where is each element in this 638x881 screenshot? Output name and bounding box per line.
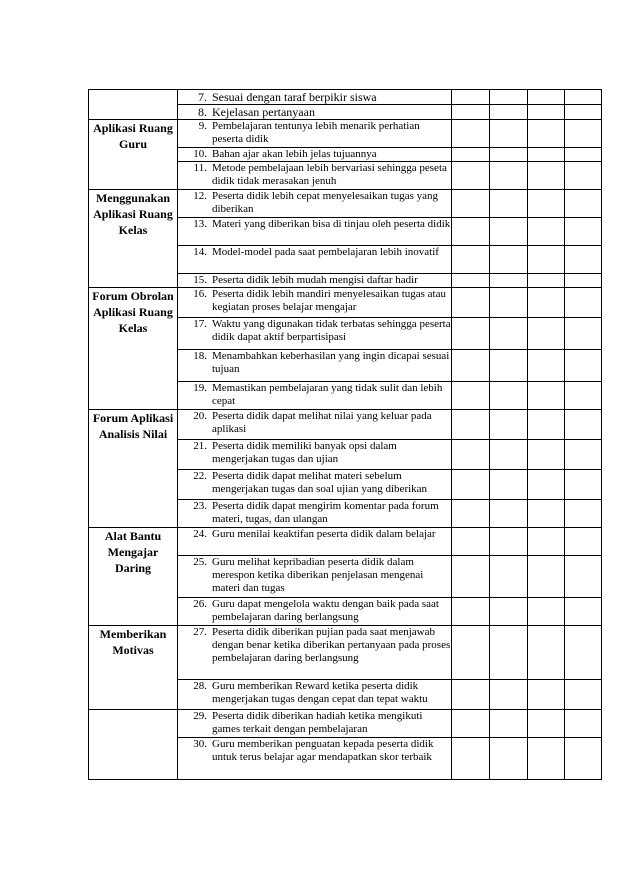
rating-cell[interactable] bbox=[565, 90, 602, 105]
statement-text: Peserta didik lebih mudah mengisi daftar hadir bbox=[212, 274, 418, 286]
rating-cell[interactable] bbox=[490, 738, 528, 780]
rating-cell[interactable] bbox=[565, 738, 602, 780]
rating-cell[interactable] bbox=[490, 90, 528, 105]
rating-cell[interactable] bbox=[528, 470, 565, 500]
category-cell: Aplikasi Ruang Guru bbox=[89, 120, 178, 190]
questionnaire-body bbox=[89, 90, 602, 780]
rating-cell[interactable] bbox=[528, 680, 565, 710]
rating-cell[interactable] bbox=[565, 470, 602, 500]
rating-cell[interactable] bbox=[565, 626, 602, 680]
rating-cell[interactable] bbox=[528, 318, 565, 350]
rating-cell[interactable] bbox=[565, 528, 602, 556]
rating-cell[interactable] bbox=[490, 382, 528, 410]
rating-cell[interactable] bbox=[452, 318, 490, 350]
rating-cell[interactable] bbox=[565, 382, 602, 410]
rating-cell[interactable] bbox=[490, 246, 528, 274]
table-row bbox=[89, 120, 602, 148]
rating-cell[interactable] bbox=[452, 120, 490, 148]
rating-cell[interactable] bbox=[490, 680, 528, 710]
statement-text: Materi yang diberikan bisa di tinjau oleh peserta didik bbox=[212, 218, 451, 230]
rating-cell[interactable] bbox=[452, 598, 490, 626]
category-cell bbox=[89, 710, 178, 780]
table-row bbox=[89, 528, 602, 556]
rating-cell[interactable] bbox=[565, 318, 602, 350]
statement-cell bbox=[178, 350, 452, 382]
rating-cell[interactable] bbox=[565, 440, 602, 470]
statement-text: Peserta didik lebih cepat menyelesaikan tugas yang diberikan bbox=[212, 190, 439, 215]
rating-cell[interactable] bbox=[490, 318, 528, 350]
statement-number: 26. bbox=[193, 598, 207, 610]
rating-cell[interactable] bbox=[528, 440, 565, 470]
rating-cell[interactable] bbox=[565, 274, 602, 288]
rating-cell[interactable] bbox=[565, 218, 602, 246]
rating-cell[interactable] bbox=[490, 528, 528, 556]
statement-number: 17. bbox=[193, 318, 207, 330]
rating-cell[interactable] bbox=[528, 626, 565, 680]
statement-number: 14. bbox=[193, 246, 207, 258]
statement-number: 24. bbox=[193, 528, 207, 540]
table-row bbox=[89, 190, 602, 218]
category-cell: Menggunakan Aplikasi Ruang Kelas bbox=[89, 190, 178, 288]
statement-text: Peserta didik dapat melihat nilai yang keluar pada aplikasi bbox=[212, 410, 432, 435]
rating-cell[interactable] bbox=[452, 680, 490, 710]
rating-cell[interactable] bbox=[452, 148, 490, 162]
statement-text: Guru memberikan penguatan kepada peserta didik untuk terus belajar agar mendapatkan skor terbaik bbox=[212, 738, 434, 763]
statement-text: Peserta didik diberikan hadiah ketika mengikuti games terkait dengan pembelajaran bbox=[212, 710, 423, 735]
rating-cell[interactable] bbox=[528, 148, 565, 162]
statement-cell bbox=[178, 440, 452, 470]
statement-cell bbox=[178, 218, 452, 246]
statement-number: 20. bbox=[193, 410, 207, 422]
rating-cell[interactable] bbox=[452, 626, 490, 680]
statement-text: Metode pembelajaan lebih bervariasi sehingga peseta didik tidak merasakan jenuh bbox=[212, 162, 447, 187]
statement-cell bbox=[178, 318, 452, 350]
rating-cell[interactable] bbox=[565, 162, 602, 190]
statement-text: Kejelasan pertanyaan bbox=[212, 105, 315, 119]
statement-text: Sesuai dengan taraf berpikir siswa bbox=[212, 90, 377, 104]
rating-cell[interactable] bbox=[490, 148, 528, 162]
rating-cell[interactable] bbox=[528, 190, 565, 218]
statement-number: 25. bbox=[193, 556, 207, 568]
statement-number: 29. bbox=[193, 710, 207, 722]
rating-cell[interactable] bbox=[452, 410, 490, 440]
statement-text: Peserta didik lebih mandiri menyelesaikan tugas atau kegiatan proses belajar mengajar bbox=[212, 288, 446, 313]
rating-cell[interactable] bbox=[452, 500, 490, 528]
statement-text: Pembelajaran tentunya lebih menarik perhatian peserta didik bbox=[212, 120, 420, 145]
category-cell: Alat Bantu Mengajar Daring bbox=[89, 528, 178, 626]
statement-number: 28. bbox=[193, 680, 207, 692]
statement-cell bbox=[178, 410, 452, 440]
statement-cell bbox=[178, 90, 452, 105]
table-row bbox=[89, 626, 602, 680]
rating-cell[interactable] bbox=[490, 598, 528, 626]
rating-cell[interactable] bbox=[452, 190, 490, 218]
statement-cell bbox=[178, 626, 452, 680]
rating-cell[interactable] bbox=[490, 218, 528, 246]
rating-cell[interactable] bbox=[528, 105, 565, 120]
rating-cell[interactable] bbox=[490, 105, 528, 120]
rating-cell[interactable] bbox=[490, 626, 528, 680]
statement-cell bbox=[178, 274, 452, 288]
statement-cell bbox=[178, 105, 452, 120]
rating-cell[interactable] bbox=[528, 738, 565, 780]
statement-cell bbox=[178, 710, 452, 738]
rating-cell[interactable] bbox=[565, 190, 602, 218]
statement-text: Bahan ajar akan lebih jelas tujuannya bbox=[212, 148, 377, 160]
rating-cell[interactable] bbox=[565, 710, 602, 738]
rating-cell[interactable] bbox=[565, 556, 602, 598]
rating-cell[interactable] bbox=[565, 288, 602, 318]
rating-cell[interactable] bbox=[490, 120, 528, 148]
table-row bbox=[89, 710, 602, 738]
statement-number: 7. bbox=[198, 90, 207, 104]
statement-cell bbox=[178, 556, 452, 598]
statement-text: Peserta didik dapat melihat materi sebelum mengerjakan tugas dan soal ujian yang diberikan bbox=[212, 470, 428, 495]
rating-cell[interactable] bbox=[528, 710, 565, 738]
statement-number: 15. bbox=[193, 274, 207, 286]
rating-cell[interactable] bbox=[452, 350, 490, 382]
category-cell: Memberikan Motivas bbox=[89, 626, 178, 710]
rating-cell[interactable] bbox=[452, 738, 490, 780]
rating-cell[interactable] bbox=[490, 274, 528, 288]
statement-cell bbox=[178, 120, 452, 148]
table-row bbox=[89, 90, 602, 105]
rating-cell[interactable] bbox=[490, 500, 528, 528]
statement-number: 21. bbox=[193, 440, 207, 452]
statement-text: Peserta didik diberikan pujian pada saat menjawab dengan benar ketika diberikan pertanyaan pada proses pembelajaran daring berlangsung bbox=[212, 626, 451, 664]
statement-text: Peserta didik memiliki banyak opsi dalam mengerjakan tugas dan ujian bbox=[212, 440, 397, 465]
statement-number: 9. bbox=[198, 120, 207, 132]
rating-cell[interactable] bbox=[565, 598, 602, 626]
rating-cell[interactable] bbox=[565, 350, 602, 382]
category-cell: Forum Aplikasi Analisis Nilai bbox=[89, 410, 178, 528]
rating-cell[interactable] bbox=[490, 440, 528, 470]
rating-cell[interactable] bbox=[452, 288, 490, 318]
statement-cell bbox=[178, 470, 452, 500]
rating-cell[interactable] bbox=[528, 162, 565, 190]
statement-number: 8. bbox=[198, 105, 207, 119]
rating-cell[interactable] bbox=[565, 410, 602, 440]
category-cell: Forum Obrolan Aplikasi Ruang Kelas bbox=[89, 288, 178, 410]
statement-number: 19. bbox=[193, 382, 207, 394]
rating-cell[interactable] bbox=[452, 440, 490, 470]
statement-cell bbox=[178, 598, 452, 626]
rating-cell[interactable] bbox=[452, 246, 490, 274]
rating-cell[interactable] bbox=[528, 382, 565, 410]
statement-text: Model-model pada saat pembelajaran lebih inovatif bbox=[212, 246, 439, 258]
rating-cell[interactable] bbox=[528, 556, 565, 598]
statement-text: Guru dapat mengelola waktu dengan baik pada saat pembelajaran daring berlangsung bbox=[212, 598, 439, 623]
statement-number: 18. bbox=[193, 350, 207, 362]
statement-cell bbox=[178, 190, 452, 218]
statement-number: 12. bbox=[193, 190, 207, 202]
rating-cell[interactable] bbox=[452, 105, 490, 120]
statement-number: 23. bbox=[193, 500, 207, 512]
statement-text: Guru memberikan Reward ketika peserta didik mengerjakan tugas dengan cepat dan tepat waktu bbox=[212, 680, 428, 705]
rating-cell[interactable] bbox=[528, 350, 565, 382]
statement-number: 16. bbox=[193, 288, 207, 300]
statement-cell bbox=[178, 288, 452, 318]
rating-cell[interactable] bbox=[565, 120, 602, 148]
rating-cell[interactable] bbox=[490, 190, 528, 218]
rating-cell[interactable] bbox=[452, 162, 490, 190]
statement-number: 11. bbox=[193, 162, 207, 174]
rating-cell[interactable] bbox=[528, 274, 565, 288]
statement-cell bbox=[178, 738, 452, 780]
rating-cell[interactable] bbox=[528, 218, 565, 246]
rating-cell[interactable] bbox=[490, 556, 528, 598]
statement-text: Guru melihat kepribadian peserta didik dalam merespon ketika diberikan penjelasan mengenai materi dan tugas bbox=[212, 556, 424, 594]
rating-cell[interactable] bbox=[528, 500, 565, 528]
statement-text: Guru menilai keaktifan peserta didik dalam belajar bbox=[212, 528, 436, 540]
statement-cell bbox=[178, 162, 452, 190]
statement-number: 13. bbox=[193, 218, 207, 230]
rating-cell[interactable] bbox=[452, 218, 490, 246]
statement-number: 10. bbox=[193, 148, 207, 160]
table-row bbox=[89, 288, 602, 318]
questionnaire-table bbox=[88, 89, 602, 780]
statement-number: 27. bbox=[193, 626, 207, 638]
rating-cell[interactable] bbox=[528, 598, 565, 626]
rating-cell[interactable] bbox=[565, 500, 602, 528]
rating-cell[interactable] bbox=[490, 710, 528, 738]
rating-cell[interactable] bbox=[528, 246, 565, 274]
rating-cell[interactable] bbox=[528, 528, 565, 556]
rating-cell[interactable] bbox=[490, 470, 528, 500]
statement-cell bbox=[178, 148, 452, 162]
rating-cell[interactable] bbox=[565, 148, 602, 162]
rating-cell[interactable] bbox=[490, 350, 528, 382]
rating-cell[interactable] bbox=[452, 528, 490, 556]
rating-cell[interactable] bbox=[490, 162, 528, 190]
statement-cell bbox=[178, 528, 452, 556]
statement-cell bbox=[178, 246, 452, 274]
category-cell bbox=[89, 90, 178, 120]
rating-cell[interactable] bbox=[490, 410, 528, 440]
rating-cell[interactable] bbox=[452, 382, 490, 410]
table-row bbox=[89, 410, 602, 440]
rating-cell[interactable] bbox=[490, 288, 528, 318]
rating-cell[interactable] bbox=[452, 556, 490, 598]
rating-cell[interactable] bbox=[452, 274, 490, 288]
rating-cell[interactable] bbox=[565, 105, 602, 120]
statement-text: Peserta didik dapat mengirim komentar pada forum materi, tugas, dan ulangan bbox=[212, 500, 439, 525]
statement-number: 30. bbox=[193, 738, 207, 750]
rating-cell[interactable] bbox=[452, 470, 490, 500]
rating-cell[interactable] bbox=[452, 90, 490, 105]
statement-cell bbox=[178, 382, 452, 410]
statement-cell bbox=[178, 680, 452, 710]
rating-cell[interactable] bbox=[452, 710, 490, 738]
statement-text: Memastikan pembelajaran yang tidak sulit dan lebih cepat bbox=[212, 382, 443, 407]
statement-cell bbox=[178, 500, 452, 528]
statement-text: Menambahkan keberhasilan yang ingin dicapai sesuai tujuan bbox=[212, 350, 450, 375]
statement-text: Waktu yang digunakan tidak terbatas sehingga peserta didik dapat aktif berpartisipasi bbox=[212, 318, 451, 343]
rating-cell[interactable] bbox=[528, 90, 565, 105]
rating-cell[interactable] bbox=[528, 410, 565, 440]
rating-cell[interactable] bbox=[565, 246, 602, 274]
rating-cell[interactable] bbox=[565, 680, 602, 710]
rating-cell[interactable] bbox=[528, 120, 565, 148]
rating-cell[interactable] bbox=[528, 288, 565, 318]
statement-number: 22. bbox=[193, 470, 207, 482]
